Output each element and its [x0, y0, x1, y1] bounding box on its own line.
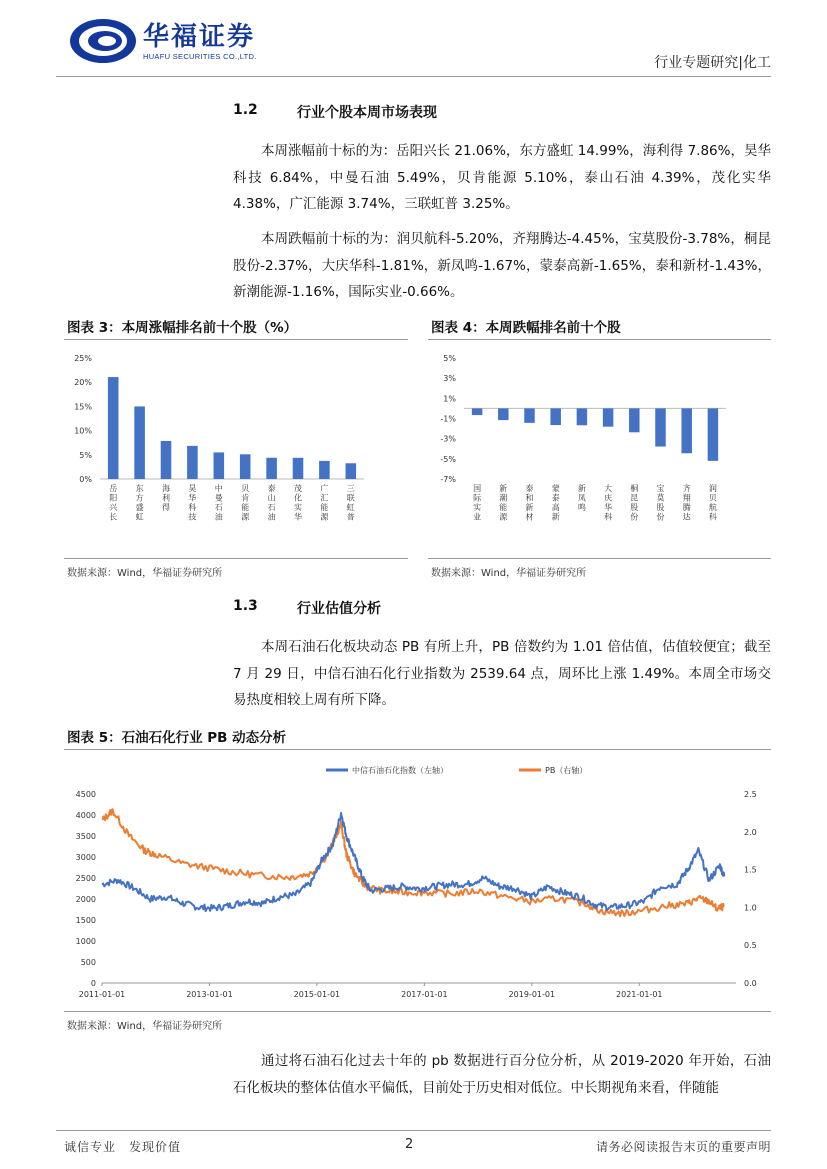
- section-number-1-2: 1.2: [233, 102, 258, 118]
- losers-bar: [550, 408, 560, 425]
- gainers-bar: [319, 461, 330, 479]
- left-axis-tick-label: 4500: [75, 790, 96, 799]
- losers-category-label: 大庆华科: [604, 484, 613, 522]
- section-title-1-3: 行业估值分析: [297, 601, 381, 617]
- section-number-1-3: 1.3: [233, 598, 258, 614]
- right-axis-tick-label: 2.5: [744, 790, 757, 799]
- gainers-category-label: 广汇能源: [320, 484, 329, 522]
- losers-bar: [708, 408, 718, 460]
- right-axis-tick-label: 0.0: [744, 979, 757, 988]
- logo-chinese: 华福证券: [143, 22, 256, 52]
- gainers-bar: [240, 454, 251, 479]
- gainers-bar: [346, 463, 357, 479]
- left-axis-tick-label: 1500: [75, 916, 96, 925]
- gainers-category-label: 岳阳兴长: [109, 484, 118, 522]
- losers-ytick-label: 1%: [443, 394, 456, 404]
- gainers-bar: [161, 441, 172, 479]
- x-axis-tick-label: 2019-01-01: [508, 990, 556, 999]
- gainers-category-label: 中曼石油: [214, 484, 223, 522]
- gainers-category-label: 茂化实华: [294, 484, 302, 522]
- left-axis-tick-label: 4000: [75, 811, 96, 820]
- x-axis-tick-label: 2011-01-01: [78, 990, 126, 999]
- figure-3-bottom-rule: [64, 558, 408, 559]
- left-axis-tick-label: 0: [90, 979, 96, 988]
- gainers-bar: [266, 458, 277, 479]
- right-axis-tick-label: 2.0: [744, 827, 757, 837]
- huafu-logo-icon: [68, 16, 138, 66]
- losers-bar: [681, 408, 691, 453]
- gainers-category-label: 昊华科技: [188, 484, 197, 522]
- legend-label: 中信石油石化指数（左轴）: [352, 766, 448, 775]
- gainers-ytick-label: 20%: [74, 378, 92, 388]
- figure-5-source: 数据来源：Wind，华福证券研究所: [67, 1021, 223, 1032]
- paragraph-closing: 通过将石油石化过去十年的 pb 数据进行百分位分析，从 2019-2020 年开始，石油石化板块的整体估值水平偏低，目前处于历史相对低位。中长期视角来看，伴随能: [233, 1053, 771, 1096]
- losers-bar: [498, 408, 508, 420]
- figure-4-title: 图表 4：本周跌幅排名前十个股: [431, 320, 621, 336]
- losers-bar: [655, 408, 665, 446]
- figure-3-rule: [64, 339, 408, 340]
- page-number: 2: [405, 1137, 414, 1152]
- losers-ytick-label: -5%: [440, 454, 456, 464]
- logo: [68, 14, 288, 70]
- gainers-bar: [108, 377, 119, 479]
- gainers-ytick-label: 0%: [79, 475, 92, 484]
- x-axis-tick-label: 2017-01-01: [401, 990, 448, 999]
- footer-divider: [56, 1130, 771, 1131]
- figure-5-title: 图表 5：石油石化行业 PB 动态分析: [67, 730, 287, 746]
- index-series-line: [102, 813, 724, 911]
- report-category: 行业专题研究|化工: [654, 55, 771, 71]
- losers-category-label: 国际实业: [473, 484, 482, 522]
- losers-ytick-label: -3%: [440, 434, 456, 444]
- gainers-ytick-label: 5%: [79, 450, 92, 460]
- x-axis-tick-label: 2013-01-01: [186, 990, 233, 999]
- losers-ytick-label: -7%: [440, 475, 456, 484]
- losers-category-label: 蒙泰高新: [551, 484, 560, 522]
- header-divider: [56, 76, 771, 77]
- gainers-ytick-label: 25%: [74, 354, 92, 363]
- figure-3-title: 图表 3：本周涨幅排名前十个股（%）: [67, 320, 298, 336]
- gainers-category-label: 泰山石油: [267, 484, 276, 522]
- left-axis-tick-label: 1000: [75, 937, 96, 946]
- losers-category-label: 桐昆股份: [630, 484, 639, 522]
- logo-english: HUAFU SECURITIES CO.,LTD.: [143, 52, 257, 61]
- gainers-ytick-label: 10%: [74, 426, 92, 436]
- losers-bar: [577, 408, 587, 425]
- losers-ytick-label: -1%: [440, 414, 456, 424]
- gainers-bar: [134, 406, 145, 479]
- losers-category-label: 新潮能源: [499, 484, 508, 522]
- x-axis-tick-label: 2021-01-01: [616, 990, 663, 999]
- losers-bar-chart: [428, 344, 771, 554]
- left-axis-tick-label: 3000: [75, 853, 96, 862]
- losers-bar: [629, 408, 639, 432]
- figure-4-source: 数据来源：Wind，华福证券研究所: [431, 568, 587, 579]
- right-axis-tick-label: 1.5: [744, 865, 757, 875]
- losers-category-label: 润贝航科: [708, 484, 717, 522]
- losers-category-label: 宝莫股份: [656, 484, 665, 522]
- pb-dynamic-line-chart: [64, 754, 771, 1006]
- losers-category-label: 新凤鸣: [577, 484, 586, 512]
- losers-category-label: 泰和新材: [525, 484, 534, 522]
- losers-category-label: 齐翔腾达: [682, 484, 691, 522]
- left-axis-tick-label: 2500: [75, 874, 96, 883]
- left-axis-tick-label: 500: [80, 958, 96, 967]
- gainers-ytick-label: 15%: [74, 402, 92, 412]
- gainers-category-label: 东方盛虹: [135, 484, 144, 522]
- gainers-category-label: 海利得: [162, 484, 170, 512]
- figure-5-bottom-rule: [64, 1011, 771, 1012]
- losers-bar: [472, 408, 482, 415]
- left-axis-tick-label: 3500: [75, 832, 96, 841]
- losers-ytick-label: 5%: [443, 354, 456, 363]
- gainers-category-label: 贝肯能源: [241, 484, 250, 522]
- losers-ytick-label: 3%: [443, 374, 456, 384]
- section-title-1-2: 行业个股本周市场表现: [297, 105, 437, 121]
- paragraph-valuation: 本周石油石化板块动态 PB 有所上升，PB 倍数约为 1.01 倍估值，估值较便宜；截至 7 月 29 日，中信石油石化行业指数为 2539.64 点，周环比上涨 1.49%。本周全市场交易热度相较上周有所下降。: [233, 639, 771, 708]
- losers-bar: [524, 408, 534, 422]
- pb-series-line: [102, 809, 724, 916]
- gainers-bar: [187, 446, 198, 479]
- legend-label: PB（右轴）: [545, 766, 588, 775]
- footer-slogan: 诚信专业 发现价值: [64, 1140, 182, 1154]
- right-axis-tick-label: 1.0: [744, 903, 757, 913]
- figure-4-rule: [428, 339, 771, 340]
- left-axis-tick-label: 2000: [75, 895, 96, 904]
- gainers-category-label: 三联虹普: [346, 484, 355, 522]
- gainers-bar-chart: [64, 344, 408, 554]
- footer-disclaimer: 请务必阅读报告末页的重要声明: [595, 1140, 771, 1154]
- x-axis-tick-label: 2015-01-01: [293, 990, 341, 999]
- figure-4-bottom-rule: [428, 558, 771, 559]
- right-axis-tick-label: 0.5: [744, 941, 757, 951]
- gainers-bar: [293, 458, 304, 479]
- figure-5-rule: [64, 749, 771, 750]
- losers-bar: [603, 408, 613, 426]
- gainers-bar: [214, 452, 225, 479]
- paragraph-losers: 本周跌幅前十标的为：润贝航科-5.20%，齐翔腾达-4.45%，宝莫股份-3.78%，桐昆股份-2.37%，大庆华科-1.81%，新凤鸣-1.67%，蒙泰高新-1.65%，泰和新材-1.43%，新潮能源-1.16%，国际实业-0.66%。: [233, 231, 771, 300]
- figure-3-source: 数据来源：Wind，华福证券研究所: [67, 568, 223, 579]
- paragraph-gainers: 本周涨幅前十标的为：岳阳兴长 21.06%，东方盛虹 14.99%，海利得 7.86%，昊华科技 6.84%，中曼石油 5.49%，贝肯能源 5.10%，泰山石油 4.39%，茂化实华 4.38%，广汇能源 3.74%，三联虹普 3.25%。: [233, 143, 771, 212]
